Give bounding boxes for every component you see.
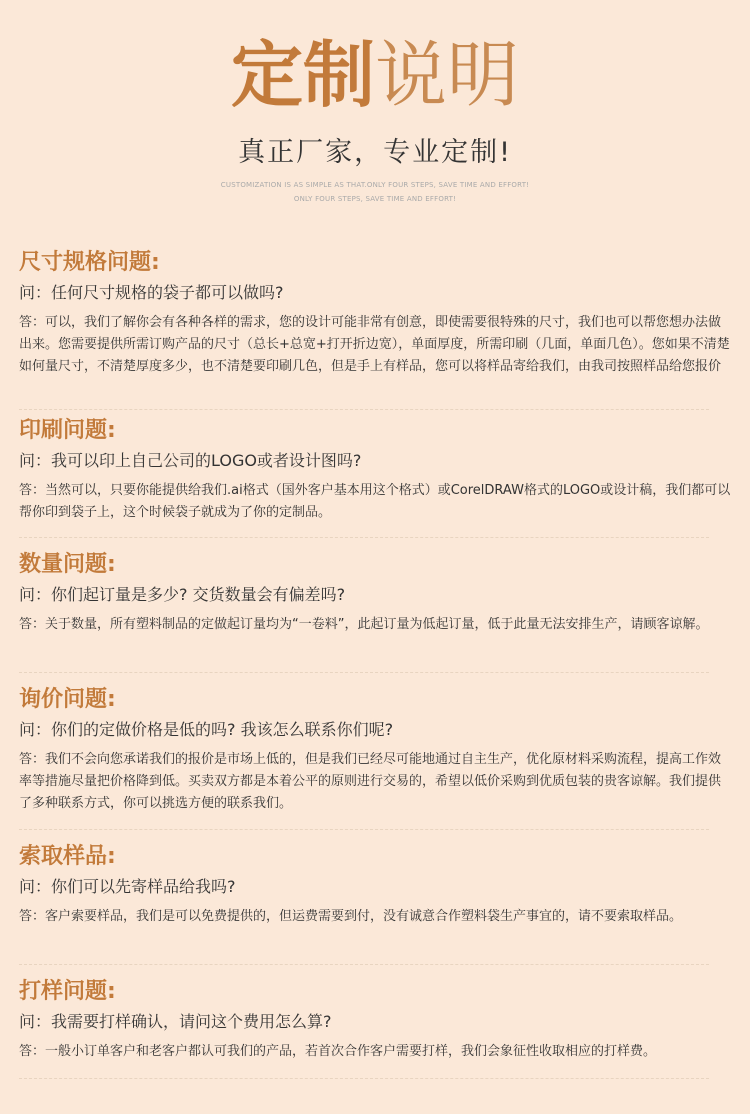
section-question: 问：你们起订量是多少? 交货数量会有偏差吗?: [19, 585, 346, 604]
section-answer: 答：当然可以，只要你能提供给我们.ai格式（国外客户基本用这个格式）或CorelDRAW格式的LOGO或设计稿，我们都可以帮你印到袋子上，这个时候袋子就成为了你的定制品。: [19, 483, 731, 520]
section-divider: [19, 409, 709, 410]
faq-section-pricing: [19, 685, 731, 815]
page-title-bold: 定制: [230, 33, 375, 117]
english-tagline-1: CUSTOMIZATION IS AS SIMPLE AS THAT.ONLY FOUR STEPS, SAVE TIME AND EFFORT!: [220, 181, 530, 189]
section-answer: 答：关于数量，所有塑料制品的定做起订量均为“一卷料”，此起订量为低起订量，低于此量无法安排生产，请顾客谅解。: [19, 617, 709, 632]
section-question: 问：任何尺寸规格的袋子都可以做吗?: [19, 283, 284, 302]
page-title-light: 说明: [375, 33, 520, 117]
section-divider: [19, 829, 709, 830]
section-question: 问：我可以印上自己公司的LOGO或者设计图吗?: [19, 451, 362, 470]
section-divider: [19, 1078, 709, 1079]
section-heading: 印刷问题:: [19, 418, 116, 443]
section-answer: 答：一般小订单客户和老客户都认可我们的产品，若首次合作客户需要打样，我们会象征性收取相应的打样费。: [19, 1044, 657, 1059]
section-question: 问：我需要打样确认，请问这个费用怎么算?: [19, 1012, 332, 1031]
english-tagline-2: ONLY FOUR STEPS, SAVE TIME AND EFFORT!: [293, 195, 457, 203]
faq-section-size: [19, 248, 731, 378]
section-answer: 答：客户索要样品，我们是可以免费提供的，但运费需要到付，没有诚意合作塑料袋生产事宜的，请不要索取样品。: [19, 909, 683, 924]
section-heading: 尺寸规格问题:: [19, 250, 160, 275]
page-title: [0, 32, 750, 118]
faq-section-samples: [19, 842, 731, 928]
section-divider: [19, 964, 709, 965]
section-question: 问：你们的定做价格是低的吗? 我该怎么联系你们呢?: [19, 720, 394, 739]
section-heading: 打样问题:: [19, 979, 116, 1004]
section-divider: [19, 537, 709, 538]
faq-section-printing: [19, 416, 731, 524]
section-divider: [19, 672, 709, 673]
section-heading: 索取样品:: [19, 844, 116, 869]
section-answer: 答：我们不会向您承诺我们的报价是市场上低的，但是我们已经尽可能地通过自主生产，优化原材料采购流程，提高工作效率等措施尽量把价格降到低。买卖双方都是本着公平的原则进行交易的，希望以低价采购到优质包装的贵客谅解。我们提供了多种联系方式，你可以挑选方便的联系我们。: [19, 752, 722, 811]
faq-section-proofing: [19, 977, 731, 1063]
faq-section-quantity: [19, 550, 731, 636]
section-question: 问：你们可以先寄样品给我吗?: [19, 877, 236, 896]
section-answer: 答：可以，我们了解你会有各种各样的需求，您的设计可能非常有创意，即使需要很特殊的尺寸，我们也可以帮您想办法做出来。您需要提供所需订购产品的尺寸（总长+总宽+打开折边宽），单面厚度，所需印刷（几面，单面几色）。您如果不清楚如何量尺寸，不清楚厚度多少，也不清楚要印刷几色，但是手上有样品，您可以将样品寄给我们，由我司按照样品给您报价: [19, 315, 730, 374]
section-heading: 询价问题:: [19, 687, 116, 712]
section-heading: 数量问题:: [19, 552, 116, 577]
page-subtitle: 真正厂家，专业定制!: [238, 137, 512, 168]
